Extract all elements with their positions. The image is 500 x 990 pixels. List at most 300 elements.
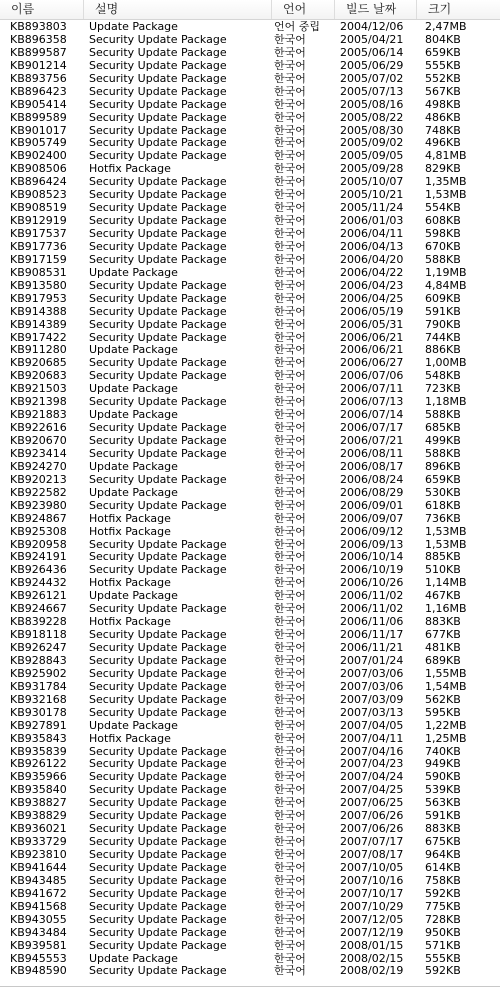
row-description: Security Update Package [89,331,227,344]
row-language: 한국어 [274,460,306,473]
row-build-date: 2006/09/13 [340,538,404,551]
row-language: 한국어 [274,797,306,810]
row-size: 1,00MB [425,357,467,370]
list-item[interactable] [0,862,500,875]
row-size: 598KB [425,228,461,240]
row-language: 한국어 [274,202,306,215]
row-description: Update Package [89,719,178,732]
row-name: KB896424 [10,176,67,189]
row-description: Security Update Package [89,642,227,654]
list-item[interactable] [0,940,500,953]
row-size: 723KB [425,383,461,396]
row-description: Security Update Package [89,357,227,370]
column-header-size[interactable]: 크기 [428,2,452,16]
list-item[interactable] [0,396,500,409]
row-size: 829KB [425,163,461,176]
row-size: 1,54MB [425,680,467,693]
row-build-date: 2007/04/24 [340,771,404,784]
row-description: Security Update Package [89,215,227,228]
row-language: 한국어 [274,279,306,292]
row-description: Update Package [89,460,178,473]
row-build-date: 2005/11/24 [340,202,404,215]
row-description: Security Update Package [89,745,227,758]
row-name: KB908523 [10,189,67,202]
row-language: 한국어 [274,473,306,486]
row-name: KB926121 [10,590,67,603]
row-build-date: 2006/04/22 [340,266,404,279]
row-language: 한국어 [274,512,306,525]
row-name: KB948590 [10,965,67,978]
row-description: Security Update Package [89,900,227,913]
list-item[interactable] [0,694,500,707]
row-language: 한국어 [274,965,306,978]
row-description: Update Package [89,409,178,422]
row-size: 950KB [425,926,461,939]
list-item[interactable] [0,901,500,914]
row-build-date: 2005/08/30 [340,124,404,137]
row-description: Security Update Package [89,784,227,797]
list-item[interactable] [0,370,500,383]
list-item[interactable] [0,474,500,487]
row-name: KB935839 [10,745,67,758]
row-name: KB932168 [10,693,67,706]
row-size: 1,53MB [425,525,467,538]
list-item[interactable] [0,551,500,564]
row-name: KB920670 [10,435,67,447]
row-build-date: 2007/04/23 [340,758,404,771]
row-language: 한국어 [274,422,306,435]
row-size: 804KB [425,33,461,46]
row-build-date: 2007/10/05 [340,861,404,874]
row-name: KB924667 [10,603,67,616]
row-build-date: 2006/06/21 [340,331,404,344]
row-description: Update Package [89,21,178,33]
list-item[interactable] [0,461,500,474]
row-name: KB938827 [10,797,67,810]
list-item[interactable] [0,733,500,746]
row-language: 한국어 [274,292,306,305]
list-item[interactable] [0,875,500,888]
row-name: KB938829 [10,810,67,823]
list-item[interactable] [0,21,500,34]
row-size: 883KB [425,616,461,629]
row-size: 552KB [425,72,461,85]
row-size: 592KB [425,887,461,900]
row-size: 675KB [425,836,461,849]
row-build-date: 2007/10/16 [340,874,404,887]
list-item[interactable] [0,241,500,254]
row-description: Security Update Package [89,939,227,952]
row-language: 한국어 [274,150,306,163]
row-description: Hotfix Package [89,616,171,629]
list-item[interactable] [0,137,500,150]
list-item[interactable] [0,86,500,99]
row-build-date: 2007/08/17 [340,849,404,861]
list-item[interactable] [0,422,500,435]
list-item[interactable] [0,163,500,176]
row-size: 1,22MB [425,719,467,732]
list-item[interactable] [0,758,500,771]
row-description: Update Package [89,590,178,603]
row-description: Security Update Package [89,849,227,861]
column-header-language[interactable]: 언어 [272,0,335,19]
row-size: 670KB [425,240,461,253]
row-language: 한국어 [274,745,306,758]
row-language: 한국어 [274,784,306,797]
row-language: 한국어 [274,590,306,603]
row-description: Hotfix Package [89,732,171,745]
row-name: KB908519 [10,202,67,215]
row-name: KB939581 [10,939,67,952]
row-build-date: 2006/04/13 [340,240,404,253]
list-item[interactable] [0,577,500,590]
row-name: KB945553 [10,952,67,965]
row-build-date: 2008/01/15 [340,939,404,952]
row-name: KB943485 [10,874,67,887]
row-build-date: 2005/07/02 [340,72,404,85]
row-language: 한국어 [274,564,306,577]
row-language: 한국어 [274,861,306,874]
row-build-date: 2006/06/21 [340,344,404,357]
row-name: KB914388 [10,305,67,318]
row-size: 775KB [425,900,461,913]
row-description: Security Update Package [89,551,227,564]
row-size: 618KB [425,499,461,512]
row-description: Security Update Package [89,874,227,887]
list-item[interactable] [0,267,500,280]
list-item[interactable] [0,513,500,526]
list-item[interactable] [0,888,500,901]
row-size: 736KB [425,512,461,525]
list-item[interactable] [0,681,500,694]
row-build-date: 2006/04/11 [340,228,404,240]
row-language: 한국어 [274,137,306,150]
row-language: 한국어 [274,732,306,745]
row-name: KB923980 [10,499,67,512]
row-language: 언어 중립 [274,21,321,33]
row-size: 496KB [425,137,461,150]
list-item[interactable] [0,332,500,345]
row-build-date: 2007/03/09 [340,693,404,706]
row-build-date: 2005/07/13 [340,85,404,98]
row-build-date: 2005/06/14 [340,46,404,59]
row-description: Security Update Package [89,240,227,253]
row-language: 한국어 [274,215,306,228]
row-description: Security Update Package [89,98,227,111]
list-item[interactable] [0,435,500,448]
list-item[interactable] [0,642,500,655]
list-item[interactable] [0,409,500,422]
row-name: KB922582 [10,486,67,499]
list-item[interactable] [0,73,500,86]
list-item[interactable] [0,293,500,306]
row-name: KB839228 [10,616,67,629]
row-size: 563KB [425,797,461,810]
list-item[interactable] [0,99,500,112]
row-size: 588KB [425,447,461,460]
row-language: 한국어 [274,59,306,72]
row-description: Security Update Package [89,137,227,150]
row-build-date: 2008/02/15 [340,952,404,965]
list-item[interactable] [0,150,500,163]
row-build-date: 2007/04/05 [340,719,404,732]
list-item[interactable] [0,176,500,189]
list-item[interactable] [0,603,500,616]
row-language: 한국어 [274,758,306,771]
row-language: 한국어 [274,344,306,357]
row-description: Security Update Package [89,965,227,978]
row-name: KB893803 [10,21,67,33]
row-description: Hotfix Package [89,577,171,590]
row-description: Security Update Package [89,279,227,292]
row-build-date: 2008/02/19 [340,965,404,978]
list-item[interactable] [0,784,500,797]
row-build-date: 2006/05/19 [340,305,404,318]
row-name: KB926122 [10,758,67,771]
row-size: 567KB [425,85,461,98]
list-item[interactable] [0,34,500,47]
row-size: 608KB [425,215,461,228]
row-name: KB914389 [10,318,67,331]
list-item[interactable] [0,500,500,513]
list-item[interactable] [0,836,500,849]
row-size: 1,25MB [425,732,467,745]
list-item[interactable] [0,746,500,759]
row-language: 한국어 [274,810,306,823]
row-name: KB893756 [10,72,67,85]
row-language: 한국어 [274,577,306,590]
list-item[interactable] [0,539,500,552]
list-item[interactable] [0,60,500,73]
row-name: KB917736 [10,240,67,253]
row-language: 한국어 [274,654,306,667]
row-description: Security Update Package [89,810,227,823]
list-item[interactable] [0,965,500,978]
row-build-date: 2006/04/20 [340,253,404,266]
list-item[interactable] [0,448,500,461]
row-name: KB920685 [10,357,67,370]
list-item[interactable] [0,668,500,681]
row-description: Security Update Package [89,150,227,163]
row-language: 한국어 [274,33,306,46]
row-size: 1,53MB [425,538,467,551]
row-build-date: 2007/10/17 [340,887,404,900]
row-size: 498KB [425,98,461,111]
list-item[interactable] [0,357,500,370]
list-item[interactable] [0,953,500,966]
row-size: 591KB [425,810,461,823]
row-build-date: 2006/09/07 [340,512,404,525]
row-build-date: 2006/07/13 [340,396,404,409]
list-item[interactable] [0,849,500,862]
row-name: KB924270 [10,460,67,473]
row-build-date: 2005/04/21 [340,33,404,46]
column-header-build-date[interactable]: 빌드 날짜 [335,0,417,19]
list-item[interactable] [0,771,500,784]
row-size: 1,18MB [425,396,467,409]
row-language: 한국어 [274,383,306,396]
row-build-date: 2006/11/02 [340,603,404,616]
row-name: KB941672 [10,887,67,900]
list-item[interactable] [0,112,500,125]
list-item[interactable] [0,707,500,720]
row-size: 790KB [425,318,461,331]
row-build-date: 2006/07/06 [340,370,404,383]
list-item[interactable] [0,344,500,357]
row-language: 한국어 [274,266,306,279]
row-name: KB925902 [10,667,67,680]
row-build-date: 2007/04/25 [340,784,404,797]
list-item[interactable] [0,797,500,810]
row-description: Security Update Package [89,473,227,486]
row-language: 한국어 [274,538,306,551]
row-size: 4,81MB [425,150,467,163]
row-build-date: 2007/03/13 [340,706,404,719]
list-item[interactable] [0,189,500,202]
row-name: KB931784 [10,680,67,693]
row-language: 한국어 [274,370,306,383]
row-name: KB896358 [10,33,67,46]
row-name: KB902400 [10,150,67,163]
row-build-date: 2005/08/22 [340,111,404,124]
list-item[interactable] [0,383,500,396]
list-item[interactable] [0,823,500,836]
row-build-date: 2006/08/24 [340,473,404,486]
list-item[interactable] [0,914,500,927]
list-item[interactable] [0,629,500,642]
row-size: 588KB [425,253,461,266]
row-language: 한국어 [274,952,306,965]
row-name: KB921398 [10,396,67,409]
list-item[interactable] [0,125,500,138]
row-language: 한국어 [274,486,306,499]
row-build-date: 2006/06/27 [340,357,404,370]
row-name: KB899587 [10,46,67,59]
row-name: KB917159 [10,253,67,266]
list-item[interactable] [0,215,500,228]
row-description: Security Update Package [89,59,227,72]
row-language: 한국어 [274,396,306,409]
row-description: Update Package [89,344,178,357]
row-build-date: 2006/11/17 [340,629,404,642]
list-item[interactable] [0,254,500,267]
row-build-date: 2006/09/01 [340,499,404,512]
list-item[interactable] [0,720,500,733]
row-description: Security Update Package [89,771,227,784]
row-description: Security Update Package [89,823,227,836]
list-item[interactable] [0,655,500,668]
row-build-date: 2007/03/06 [340,680,404,693]
row-build-date: 2006/01/03 [340,215,404,228]
row-name: KB901017 [10,124,67,137]
row-name: KB935966 [10,771,67,784]
list-rows [0,21,500,978]
list-item[interactable] [0,616,500,629]
row-size: 467KB [425,590,461,603]
row-build-date: 2007/01/24 [340,654,404,667]
row-language: 한국어 [274,642,306,654]
row-build-date: 2005/10/07 [340,176,404,189]
row-language: 한국어 [274,849,306,861]
row-build-date: 2004/12/06 [340,21,404,33]
list-item[interactable] [0,280,500,293]
column-header-name[interactable]: 이름 [0,0,84,19]
list-item[interactable] [0,47,500,60]
row-description: Security Update Package [89,758,227,771]
row-size: 689KB [425,654,461,667]
row-language: 한국어 [274,318,306,331]
row-language: 한국어 [274,551,306,564]
row-size: 595KB [425,706,461,719]
row-size: 740KB [425,745,461,758]
row-size: 499KB [425,435,461,447]
list-item[interactable] [0,810,500,823]
row-name: KB933729 [10,836,67,849]
row-name: KB922616 [10,422,67,435]
row-description: Security Update Package [89,693,227,706]
row-build-date: 2006/07/21 [340,435,404,447]
row-description: Security Update Package [89,564,227,577]
row-name: KB908531 [10,266,67,279]
row-size: 758KB [425,874,461,887]
row-name: KB913580 [10,279,67,292]
row-size: 748KB [425,124,461,137]
row-build-date: 2006/11/21 [340,642,404,654]
row-size: 539KB [425,784,461,797]
row-language: 한국어 [274,603,306,616]
row-name: KB926247 [10,642,67,654]
row-name: KB908506 [10,163,67,176]
row-language: 한국어 [274,667,306,680]
row-description: Security Update Package [89,176,227,189]
row-size: 486KB [425,111,461,124]
row-description: Security Update Package [89,85,227,98]
list-item[interactable] [0,228,500,241]
row-description: Security Update Package [89,861,227,874]
row-size: 885KB [425,551,461,564]
row-name: KB917537 [10,228,67,240]
row-build-date: 2007/06/26 [340,823,404,836]
list-item[interactable] [0,927,500,940]
list-item[interactable] [0,590,500,603]
row-language: 한국어 [274,163,306,176]
list-item[interactable] [0,526,500,539]
row-name: KB918118 [10,629,67,642]
row-language: 한국어 [274,771,306,784]
row-description: Security Update Package [89,422,227,435]
row-build-date: 2006/08/11 [340,447,404,460]
row-name: KB899589 [10,111,67,124]
list-item[interactable] [0,487,500,500]
list-item[interactable] [0,306,500,319]
list-item[interactable] [0,202,500,215]
row-name: KB926436 [10,564,67,577]
list-item[interactable] [0,564,500,577]
row-name: KB941644 [10,861,67,874]
column-header-description[interactable]: 설명 [84,0,272,19]
row-language: 한국어 [274,719,306,732]
row-description: Security Update Package [89,124,227,137]
row-build-date: 2006/10/26 [340,577,404,590]
row-build-date: 2006/08/17 [340,460,404,473]
list-item[interactable] [0,319,500,332]
row-build-date: 2006/10/14 [340,551,404,564]
row-name: KB917953 [10,292,67,305]
row-language: 한국어 [274,46,306,59]
row-description: Security Update Package [89,538,227,551]
row-language: 한국어 [274,124,306,137]
row-description: Security Update Package [89,33,227,46]
